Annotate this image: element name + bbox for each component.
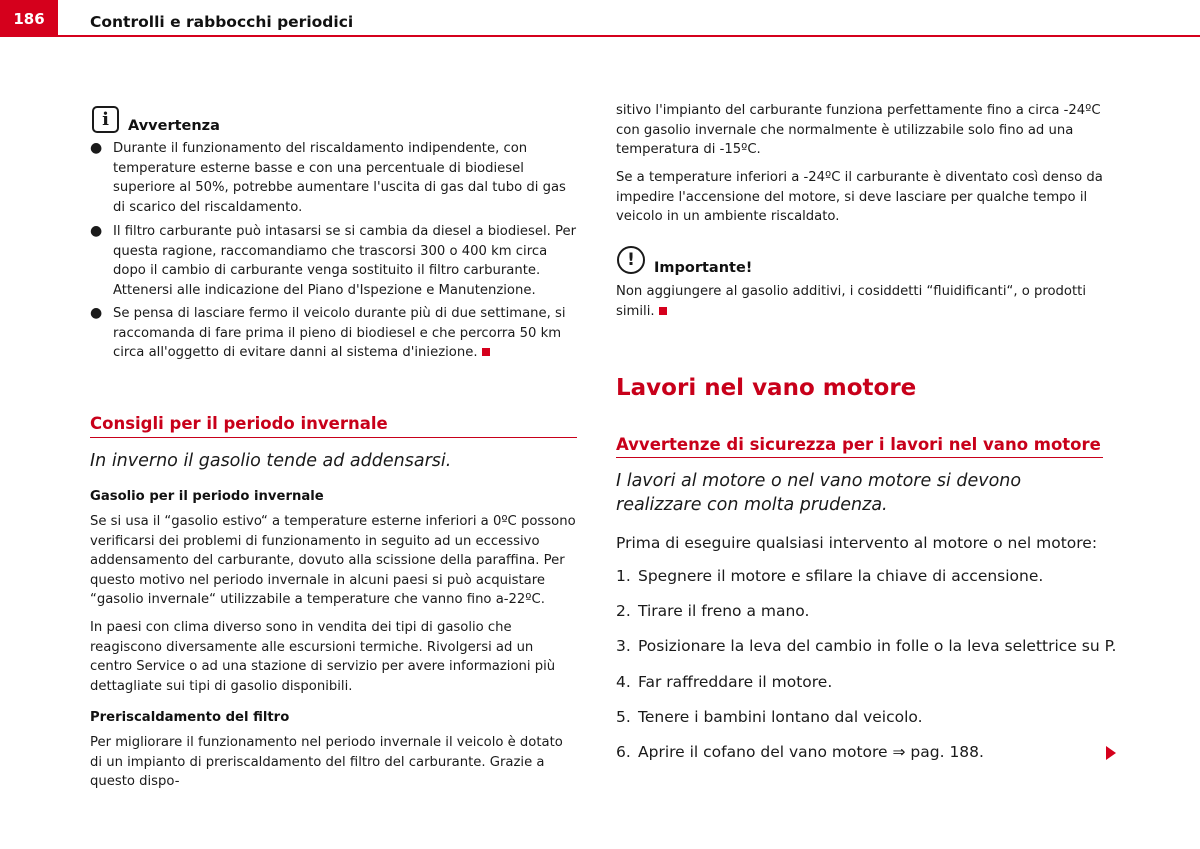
step-item: 5. Tenere i bambini lontano dal veicolo.	[616, 708, 923, 726]
header-rule	[58, 35, 1200, 37]
warning-bullet: ● Durante il funzionamento del riscaldamento indipendente, con temperature esterne basse e con una percentuale di biodiesel superiore al 50%, potrebbe aumentare l'uscita di gas dal tubo di gas di scarico del riscaldamento.	[90, 140, 566, 215]
filter-preheat-heading: Preriscaldamento del filtro	[90, 710, 290, 725]
important-text: Non aggiungere al gasolio additivi, i cosiddetti “fluidificanti“, o prodotti simili.	[616, 284, 1086, 319]
page-header	[0, 0, 1200, 40]
end-marker-icon	[482, 348, 490, 356]
step-item: 6. Aprire il cofano del vano motore ⇒ pag. 188.	[616, 743, 984, 761]
warning-bullet: ● Se pensa di lasciare fermo il veicolo durante più di due settimane, si raccomanda di fare prima il pieno di biodiesel e che percorra 50 km circa all'oggetto di evitare danni al sistema d'iniezione.	[90, 305, 566, 360]
step-item: 4. Far raffreddare il motore.	[616, 673, 833, 691]
bullet-icon: ●	[90, 223, 103, 239]
step-item: 3. Posizionare la leva del cambio in folle o la leva selettrice su P.	[616, 637, 1117, 655]
winter-diesel-paragraph-2: In paesi con clima diverso sono in vendita dei tipi di gasolio che reagiscono diversamente alle escursioni termiche. Rivolgersi ad un centro Service o ad una stazione di servizio per avere informazioni più dettagliate sui tipi di gasolio disponibili.	[90, 620, 556, 694]
safety-lead: Prima di eseguire qualsiasi intervento al motore o nel motore:	[616, 534, 1098, 552]
warning-bullet: ● Il filtro carburante può intasarsi se si cambia da diesel a biodiesel. Per questa ragione, raccomandiamo che trascorsi 300 o 400 km circa dopo il cambio di carburante venga sostituito il filtro carburante. Attenersi alle indicazione del Piano d'Ispezione e Manutenzione.	[90, 223, 577, 298]
bullet-icon: ●	[90, 140, 103, 156]
thick-fuel-paragraph: Se a temperature inferiori a -24ºC il carburante è diventato così denso da impedire l'accensione del motore, si deve lasciare per qualche tempo il veicolo in un ambiente riscaldato.	[616, 170, 1103, 224]
info-icon: i	[92, 106, 119, 133]
bullet-icon: ●	[90, 305, 103, 321]
safety-heading-rule	[616, 457, 1103, 458]
important-title: Importante!	[654, 260, 753, 276]
winter-intro: In inverno il gasolio tende ad addensarsi.	[90, 451, 452, 471]
safety-heading: Avvertenze di sicurezza per i lavori nel vano motore	[616, 435, 1101, 454]
step-item: 2. Tirare il freno a mano.	[616, 602, 810, 620]
filter-preheat-paragraph: Per migliorare il funzionamento nel periodo invernale il veicolo è dotato di un impianto di preriscaldamento del filtro del carburante. Grazie a questo dispo-	[90, 735, 563, 789]
safety-intro: I lavori al motore o nel vano motore si devono realizzare con molta prudenza.	[616, 471, 1022, 515]
end-marker-icon	[659, 307, 667, 315]
warning-title: Avvertenza	[128, 118, 220, 134]
winter-diesel-paragraph: Se si usa il “gasolio estivo“ a temperature esterne inferiori a 0ºC possono verificarsi dei problemi di funzionamento in seguito ad un eccessivo addensamento del carburante, dovuto alla scissione della paraffina. Per questo motivo nel periodo invernale in alcuni paesi si può acquistare “gasolio invernale“ utilizzabile a temperature che vanno fino a-22ºC.	[90, 514, 576, 607]
exclamation-icon: !	[617, 246, 645, 274]
step-item: 1. Spegnere il motore e sfilare la chiave di accensione.	[616, 567, 1044, 585]
next-page-arrow-icon[interactable]	[1106, 746, 1116, 760]
page-number: 186	[0, 0, 58, 37]
winter-heading-rule	[90, 437, 577, 438]
section-title: Lavori nel vano motore	[616, 375, 917, 401]
header-title: Controlli e rabbocchi periodici	[90, 13, 354, 31]
filter-preheat-continued: sitivo l'impianto del carburante funziona perfettamente fino a circa -24ºC con gasolio invernale che normalmente è utilizzabile solo fino ad una temperatura di -15ºC.	[616, 103, 1101, 157]
winter-diesel-heading: Gasolio per il periodo invernale	[90, 489, 324, 504]
winter-heading: Consigli per il periodo invernale	[90, 414, 388, 433]
